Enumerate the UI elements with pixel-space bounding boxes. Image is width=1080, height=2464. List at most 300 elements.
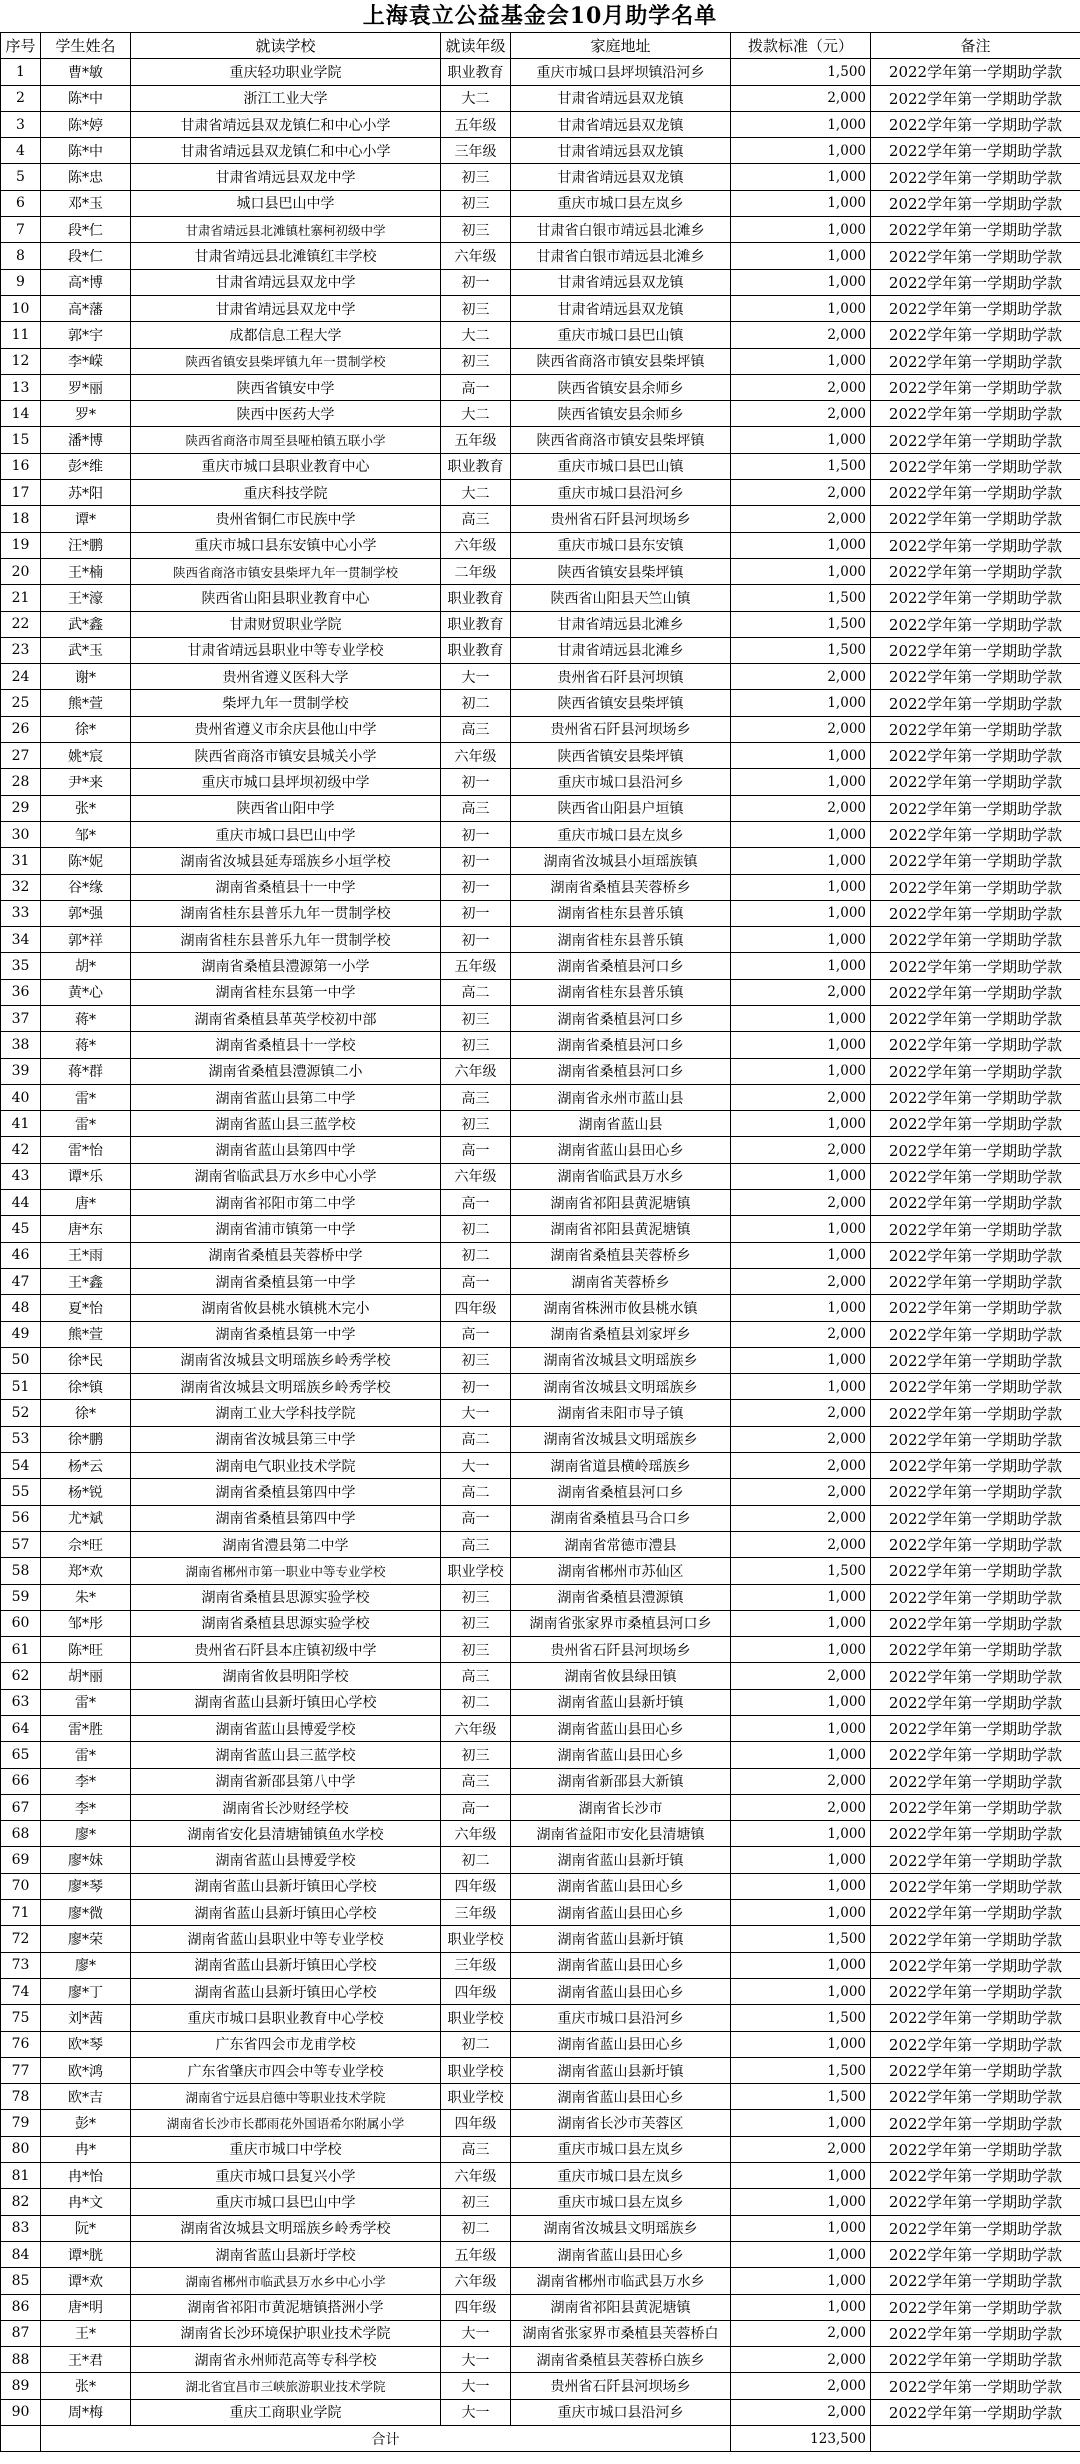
cell-amount: 2,000	[731, 1321, 871, 1347]
header-address: 家庭地址	[511, 33, 731, 59]
table-row	[1, 1190, 1080, 1216]
cell-remark: 2022学年第一学期助学款	[871, 1400, 1080, 1426]
cell-index: 53	[1, 1426, 41, 1452]
cell-index: 70	[1, 1873, 41, 1899]
cell-student-name: 胡*	[41, 953, 131, 979]
cell-grade: 初二	[441, 1689, 511, 1715]
cell-student-name: 郭*祥	[41, 927, 131, 953]
table-row	[1, 2031, 1080, 2057]
cell-amount: 1,000	[731, 1058, 871, 1084]
cell-amount: 1,000	[731, 1847, 871, 1873]
cell-remark: 2022学年第一学期助学款	[871, 979, 1080, 1005]
cell-student-name: 刘*茜	[41, 2005, 131, 2031]
cell-address: 湖南省蓝山县新圩镇	[511, 1689, 731, 1715]
cell-amount: 2,000	[731, 480, 871, 506]
cell-amount: 2,000	[731, 1190, 871, 1216]
cell-amount: 1,000	[731, 1242, 871, 1268]
cell-amount: 1,500	[731, 2084, 871, 2110]
cell-student-name: 夏*怡	[41, 1295, 131, 1321]
cell-index: 38	[1, 1032, 41, 1058]
cell-school: 甘肃省靖远县北滩镇红丰学校	[131, 243, 441, 269]
cell-grade: 初一	[441, 769, 511, 795]
cell-grade: 高二	[441, 1479, 511, 1505]
table-row	[1, 1505, 1080, 1531]
table-row	[1, 979, 1080, 1005]
cell-grade: 大一	[441, 2373, 511, 2399]
cell-index: 11	[1, 322, 41, 348]
cell-student-name: 彭*	[41, 2110, 131, 2136]
header-student-name: 学生姓名	[41, 33, 131, 59]
cell-remark: 2022学年第一学期助学款	[871, 506, 1080, 532]
cell-amount: 1,500	[731, 2005, 871, 2031]
cell-index: 86	[1, 2294, 41, 2320]
cell-index: 40	[1, 1084, 41, 1110]
cell-index: 2	[1, 85, 41, 111]
cell-grade: 初三	[441, 1005, 511, 1031]
cell-address: 陕西省镇安县柴坪镇	[511, 743, 731, 769]
cell-grade: 大一	[441, 2320, 511, 2346]
cell-school: 陕西省商洛市镇安县柴坪九年一贯制学校	[131, 558, 441, 584]
cell-grade: 高三	[441, 795, 511, 821]
table-row	[1, 821, 1080, 847]
cell-address: 甘肃省靖远县双龙镇	[511, 138, 731, 164]
cell-grade: 初三	[441, 1637, 511, 1663]
cell-school: 柴坪九年一贯制学校	[131, 690, 441, 716]
cell-index: 30	[1, 821, 41, 847]
cell-address: 湖南省张家界市桑植县河口乡	[511, 1610, 731, 1636]
cell-school: 湖南省临武县万水乡中心小学	[131, 1163, 441, 1189]
cell-index: 4	[1, 138, 41, 164]
table-row	[1, 900, 1080, 926]
cell-index: 12	[1, 348, 41, 374]
table-row	[1, 2268, 1080, 2294]
cell-student-name: 彭*维	[41, 453, 131, 479]
cell-index: 34	[1, 927, 41, 953]
table-row	[1, 1374, 1080, 1400]
table-row	[1, 374, 1080, 400]
table-row	[1, 1321, 1080, 1347]
cell-student-name: 罗*	[41, 401, 131, 427]
cell-grade: 五年级	[441, 427, 511, 453]
cell-school: 湖南工业大学科技学院	[131, 1400, 441, 1426]
cell-student-name: 廖*妹	[41, 1847, 131, 1873]
cell-school: 湖南省汝城县文明瑶族乡岭秀学校	[131, 1347, 441, 1373]
cell-school: 湖南省蓝山县新圩镇田心学校	[131, 1900, 441, 1926]
cell-grade: 职业学校	[441, 1558, 511, 1584]
cell-school: 湖南省桑植县澧源镇二小	[131, 1058, 441, 1084]
cell-school: 重庆市城口县巴山中学	[131, 821, 441, 847]
cell-remark: 2022学年第一学期助学款	[871, 558, 1080, 584]
cell-student-name: 雷*	[41, 1111, 131, 1137]
cell-index: 26	[1, 716, 41, 742]
cell-remark: 2022学年第一学期助学款	[871, 953, 1080, 979]
cell-student-name: 雷*	[41, 1689, 131, 1715]
table-row	[1, 1610, 1080, 1636]
cell-amount: 1,000	[731, 2189, 871, 2215]
cell-grade: 三年级	[441, 1952, 511, 1978]
cell-amount: 1,500	[731, 611, 871, 637]
cell-amount: 2,000	[731, 716, 871, 742]
cell-amount: 2,000	[731, 2399, 871, 2425]
cell-student-name: 姚*宸	[41, 743, 131, 769]
table-row	[1, 1347, 1080, 1373]
cell-grade: 职业教育	[441, 453, 511, 479]
cell-grade: 高一	[441, 1794, 511, 1820]
cell-address: 湖南省桑植县澧源镇	[511, 1584, 731, 1610]
cell-student-name: 雷*胜	[41, 1716, 131, 1742]
cell-address: 重庆市城口县巴山镇	[511, 453, 731, 479]
cell-school: 湖南省蓝山县第四中学	[131, 1137, 441, 1163]
cell-grade: 高一	[441, 1268, 511, 1294]
cell-grade: 大一	[441, 664, 511, 690]
cell-student-name: 佘*旺	[41, 1531, 131, 1557]
cell-grade: 职业学校	[441, 2084, 511, 2110]
cell-index: 21	[1, 585, 41, 611]
cell-address: 湖南省张家界市桑植县芙蓉桥白	[511, 2320, 731, 2346]
cell-remark: 2022学年第一学期助学款	[871, 1900, 1080, 1926]
cell-school: 湖南省长沙市长郡雨花外国语希尔附属小学	[131, 2110, 441, 2136]
table-row	[1, 1716, 1080, 1742]
cell-grade: 初三	[441, 1742, 511, 1768]
table-row	[1, 2163, 1080, 2189]
cell-student-name: 朱*	[41, 1584, 131, 1610]
cell-student-name: 王*濠	[41, 585, 131, 611]
cell-remark: 2022学年第一学期助学款	[871, 2189, 1080, 2215]
cell-school: 陕西省山阳县职业教育中心	[131, 585, 441, 611]
cell-remark: 2022学年第一学期助学款	[871, 427, 1080, 453]
cell-grade: 职业教育	[441, 611, 511, 637]
cell-amount: 1,000	[731, 1610, 871, 1636]
cell-index: 68	[1, 1821, 41, 1847]
cell-address: 湖南省桑植县河口乡	[511, 1005, 731, 1031]
cell-remark: 2022学年第一学期助学款	[871, 927, 1080, 953]
cell-address: 湖南省郴州市临武县万水乡	[511, 2268, 731, 2294]
cell-address: 湖南省桑植县芙蓉桥乡	[511, 874, 731, 900]
cell-amount: 2,000	[731, 1426, 871, 1452]
cell-address: 陕西省镇安县柴坪镇	[511, 558, 731, 584]
cell-index: 13	[1, 374, 41, 400]
cell-student-name: 张*	[41, 2373, 131, 2399]
cell-index: 60	[1, 1610, 41, 1636]
cell-grade: 高一	[441, 1321, 511, 1347]
cell-amount: 1,000	[731, 1716, 871, 1742]
cell-school: 贵州省铜仁市民族中学	[131, 506, 441, 532]
cell-student-name: 蒋*	[41, 1032, 131, 1058]
cell-student-name: 曹*敏	[41, 59, 131, 85]
table-row	[1, 953, 1080, 979]
cell-index: 81	[1, 2163, 41, 2189]
cell-address: 甘肃省靖远县双龙镇	[511, 269, 731, 295]
cell-student-name: 李*嵘	[41, 348, 131, 374]
cell-index: 47	[1, 1268, 41, 1294]
cell-index: 20	[1, 558, 41, 584]
total-label: 合计	[41, 2426, 731, 2452]
cell-amount: 1,500	[731, 2057, 871, 2083]
cell-grade: 三年级	[441, 138, 511, 164]
table-row	[1, 401, 1080, 427]
cell-grade: 六年级	[441, 2163, 511, 2189]
cell-address: 湖南省汝城县文明瑶族乡	[511, 1347, 731, 1373]
cell-remark: 2022学年第一学期助学款	[871, 1663, 1080, 1689]
cell-index: 16	[1, 453, 41, 479]
cell-school: 贵州省遵义医科大学	[131, 664, 441, 690]
table-row	[1, 637, 1080, 663]
cell-remark: 2022学年第一学期助学款	[871, 1637, 1080, 1663]
cell-remark: 2022学年第一学期助学款	[871, 1242, 1080, 1268]
cell-amount: 1,000	[731, 1005, 871, 1031]
cell-grade: 六年级	[441, 1058, 511, 1084]
cell-student-name: 汪*鹏	[41, 532, 131, 558]
cell-school: 湖南省新邵县第八中学	[131, 1768, 441, 1794]
cell-amount: 1,000	[731, 2110, 871, 2136]
cell-grade: 高二	[441, 1426, 511, 1452]
cell-index: 15	[1, 427, 41, 453]
cell-index: 82	[1, 2189, 41, 2215]
cell-index: 83	[1, 2215, 41, 2241]
cell-student-name: 邹*彤	[41, 1610, 131, 1636]
cell-school: 湖南省桂东县普乐九年一贯制学校	[131, 900, 441, 926]
cell-address: 甘肃省靖远县北滩乡	[511, 637, 731, 663]
cell-index: 25	[1, 690, 41, 716]
cell-address: 湖南省郴州市苏仙区	[511, 1558, 731, 1584]
cell-grade: 职业教育	[441, 59, 511, 85]
cell-school: 湖南省宁远县启德中等职业技术学院	[131, 2084, 441, 2110]
cell-grade: 职业学校	[441, 1926, 511, 1952]
table-row	[1, 743, 1080, 769]
cell-student-name: 欧*琴	[41, 2031, 131, 2057]
cell-index: 37	[1, 1005, 41, 1031]
cell-school: 甘肃省靖远县双龙中学	[131, 295, 441, 321]
cell-school: 陕西省镇安县柴坪镇九年一贯制学校	[131, 348, 441, 374]
cell-amount: 1,500	[731, 1558, 871, 1584]
cell-school: 湖南省桂东县普乐九年一贯制学校	[131, 927, 441, 953]
cell-address: 湖南省桂东县普乐镇	[511, 927, 731, 953]
table-row	[1, 138, 1080, 164]
cell-student-name: 雷*怡	[41, 1137, 131, 1163]
cell-address: 甘肃省靖远县北滩乡	[511, 611, 731, 637]
cell-remark: 2022学年第一学期助学款	[871, 243, 1080, 269]
cell-school: 重庆市城口县复兴小学	[131, 2163, 441, 2189]
cell-grade: 初一	[441, 1374, 511, 1400]
cell-student-name: 廖*	[41, 1821, 131, 1847]
table-row	[1, 1768, 1080, 1794]
cell-grade: 初二	[441, 2031, 511, 2057]
cell-address: 湖南省蓝山县田心乡	[511, 1952, 731, 1978]
cell-index: 18	[1, 506, 41, 532]
cell-remark: 2022学年第一学期助学款	[871, 85, 1080, 111]
table-row	[1, 2057, 1080, 2083]
cell-grade: 初三	[441, 217, 511, 243]
cell-student-name: 徐*鹏	[41, 1426, 131, 1452]
cell-grade: 高一	[441, 374, 511, 400]
cell-grade: 六年级	[441, 243, 511, 269]
cell-school: 贵州省石阡县本庄镇初级中学	[131, 1637, 441, 1663]
cell-remark: 2022学年第一学期助学款	[871, 1847, 1080, 1873]
cell-remark: 2022学年第一学期助学款	[871, 164, 1080, 190]
cell-school: 湖南省蓝山县新圩镇田心学校	[131, 1689, 441, 1715]
cell-remark: 2022学年第一学期助学款	[871, 743, 1080, 769]
cell-index: 72	[1, 1926, 41, 1952]
table-row	[1, 1163, 1080, 1189]
table-row	[1, 217, 1080, 243]
table-row	[1, 1531, 1080, 1557]
cell-student-name: 徐*	[41, 1400, 131, 1426]
cell-index: 76	[1, 2031, 41, 2057]
cell-address: 贵州省石阡县河坝场乡	[511, 1637, 731, 1663]
cell-student-name: 唐*	[41, 1190, 131, 1216]
cell-grade: 高二	[441, 979, 511, 1005]
cell-index: 80	[1, 2136, 41, 2162]
cell-remark: 2022学年第一学期助学款	[871, 1347, 1080, 1373]
cell-grade: 初三	[441, 1347, 511, 1373]
cell-student-name: 雷*	[41, 1084, 131, 1110]
cell-school: 湖南省蓝山县三蓝学校	[131, 1111, 441, 1137]
cell-remark: 2022学年第一学期助学款	[871, 2373, 1080, 2399]
cell-school: 湖南省桑植县澧源第一小学	[131, 953, 441, 979]
cell-student-name: 周*梅	[41, 2399, 131, 2425]
table-row	[1, 1847, 1080, 1873]
cell-amount: 1,000	[731, 1295, 871, 1321]
cell-school: 城口县巴山中学	[131, 190, 441, 216]
cell-index: 58	[1, 1558, 41, 1584]
cell-remark: 2022学年第一学期助学款	[871, 1084, 1080, 1110]
cell-grade: 高三	[441, 1084, 511, 1110]
cell-grade: 职业教育	[441, 637, 511, 663]
cell-student-name: 谭*乐	[41, 1163, 131, 1189]
cell-remark: 2022学年第一学期助学款	[871, 322, 1080, 348]
cell-grade: 六年级	[441, 2268, 511, 2294]
cell-remark: 2022学年第一学期助学款	[871, 532, 1080, 558]
table-row	[1, 2399, 1080, 2425]
cell-grade: 高一	[441, 1190, 511, 1216]
cell-grade: 二年级	[441, 558, 511, 584]
cell-student-name: 廖*荣	[41, 1926, 131, 1952]
cell-student-name: 潘*博	[41, 427, 131, 453]
cell-address: 湖南省桂东县普乐镇	[511, 979, 731, 1005]
cell-grade: 六年级	[441, 1716, 511, 1742]
cell-school: 广东省肇庆市四会中等专业学校	[131, 2057, 441, 2083]
header-amount: 拨款标准（元）	[731, 33, 871, 59]
cell-school: 重庆轻功职业学院	[131, 59, 441, 85]
cell-remark: 2022学年第一学期助学款	[871, 795, 1080, 821]
cell-amount: 2,000	[731, 322, 871, 348]
cell-amount: 1,000	[731, 295, 871, 321]
cell-amount: 2,000	[731, 2136, 871, 2162]
cell-remark: 2022学年第一学期助学款	[871, 2057, 1080, 2083]
table-row	[1, 506, 1080, 532]
cell-amount: 1,000	[731, 1347, 871, 1373]
cell-school: 湖南省蓝山县新圩镇田心学校	[131, 1978, 441, 2004]
cell-amount: 1,000	[731, 1873, 871, 1899]
cell-remark: 2022学年第一学期助学款	[871, 874, 1080, 900]
cell-address: 贵州省石阡县河坝场乡	[511, 506, 731, 532]
cell-remark: 2022学年第一学期助学款	[871, 348, 1080, 374]
cell-school: 湖南省永州师范高等专科学校	[131, 2347, 441, 2373]
table-row	[1, 2347, 1080, 2373]
cell-remark: 2022学年第一学期助学款	[871, 1111, 1080, 1137]
cell-address: 湖南省桑植县芙蓉桥乡	[511, 1242, 731, 1268]
cell-grade: 高三	[441, 506, 511, 532]
cell-index: 64	[1, 1716, 41, 1742]
cell-amount: 2,000	[731, 85, 871, 111]
cell-student-name: 唐*明	[41, 2294, 131, 2320]
cell-grade: 六年级	[441, 532, 511, 558]
cell-student-name: 廖*丁	[41, 1978, 131, 2004]
cell-address: 湖南省蓝山县田心乡	[511, 1900, 731, 1926]
cell-address: 湖南省桑植县河口乡	[511, 1032, 731, 1058]
cell-address: 湖南省汝城县文明瑶族乡	[511, 1374, 731, 1400]
cell-address: 重庆市城口县沿河乡	[511, 769, 731, 795]
cell-remark: 2022学年第一学期助学款	[871, 1295, 1080, 1321]
cell-remark: 2022学年第一学期助学款	[871, 1610, 1080, 1636]
cell-address: 湖南省祁阳县黄泥塘镇	[511, 2294, 731, 2320]
cell-address: 湖南省桂东县普乐镇	[511, 900, 731, 926]
cell-school: 重庆市城口县东安镇中心小学	[131, 532, 441, 558]
cell-address: 重庆市城口县左岚乡	[511, 821, 731, 847]
cell-school: 湖南省桂东县第一中学	[131, 979, 441, 1005]
cell-address: 陕西省商洛市镇安县柴坪镇	[511, 348, 731, 374]
cell-school: 湖南省蓝山县三蓝学校	[131, 1742, 441, 1768]
cell-remark: 2022学年第一学期助学款	[871, 480, 1080, 506]
cell-index: 14	[1, 401, 41, 427]
cell-grade: 初一	[441, 821, 511, 847]
cell-grade: 四年级	[441, 1873, 511, 1899]
cell-address: 甘肃省靖远县双龙镇	[511, 164, 731, 190]
cell-address: 重庆市城口县沿河乡	[511, 480, 731, 506]
cell-grade: 四年级	[441, 2294, 511, 2320]
table-row	[1, 716, 1080, 742]
table-row	[1, 2084, 1080, 2110]
cell-index: 33	[1, 900, 41, 926]
cell-grade: 高三	[441, 1663, 511, 1689]
cell-address: 湖南省桑植县马合口乡	[511, 1505, 731, 1531]
cell-grade: 六年级	[441, 1821, 511, 1847]
cell-student-name: 熊*萱	[41, 1321, 131, 1347]
cell-address: 湖南省长沙市	[511, 1794, 731, 1820]
cell-address: 陕西省山阳县天竺山镇	[511, 585, 731, 611]
cell-index: 35	[1, 953, 41, 979]
cell-school: 重庆市城口县职业教育中心	[131, 453, 441, 479]
cell-index: 28	[1, 769, 41, 795]
cell-student-name: 陈*忠	[41, 164, 131, 190]
cell-index: 50	[1, 1347, 41, 1373]
cell-index: 55	[1, 1479, 41, 1505]
cell-amount: 1,000	[731, 769, 871, 795]
cell-index: 44	[1, 1190, 41, 1216]
cell-student-name: 李*	[41, 1794, 131, 1820]
cell-remark: 2022学年第一学期助学款	[871, 1058, 1080, 1084]
cell-address: 湖南省汝城县文明瑶族乡	[511, 2215, 731, 2241]
cell-address: 湖南省益阳市安化县清塘镇	[511, 1821, 731, 1847]
cell-remark: 2022学年第一学期助学款	[871, 716, 1080, 742]
cell-amount: 2,000	[731, 1453, 871, 1479]
cell-amount: 1,000	[731, 927, 871, 953]
cell-school: 湖南省祁阳市第二中学	[131, 1190, 441, 1216]
cell-grade: 初二	[441, 2215, 511, 2241]
cell-amount: 1,000	[731, 1952, 871, 1978]
table-row	[1, 1242, 1080, 1268]
cell-address: 湖南省永州市蓝山县	[511, 1084, 731, 1110]
table-row	[1, 1295, 1080, 1321]
cell-address: 湖南省蓝山县田心乡	[511, 2031, 731, 2057]
cell-grade: 四年级	[441, 1978, 511, 2004]
cell-grade: 初三	[441, 2189, 511, 2215]
cell-school: 湖南省蓝山县职业中等专业学校	[131, 1926, 441, 1952]
cell-amount: 1,000	[731, 164, 871, 190]
table-row	[1, 1216, 1080, 1242]
cell-school: 陕西省镇安中学	[131, 374, 441, 400]
table-row	[1, 1558, 1080, 1584]
